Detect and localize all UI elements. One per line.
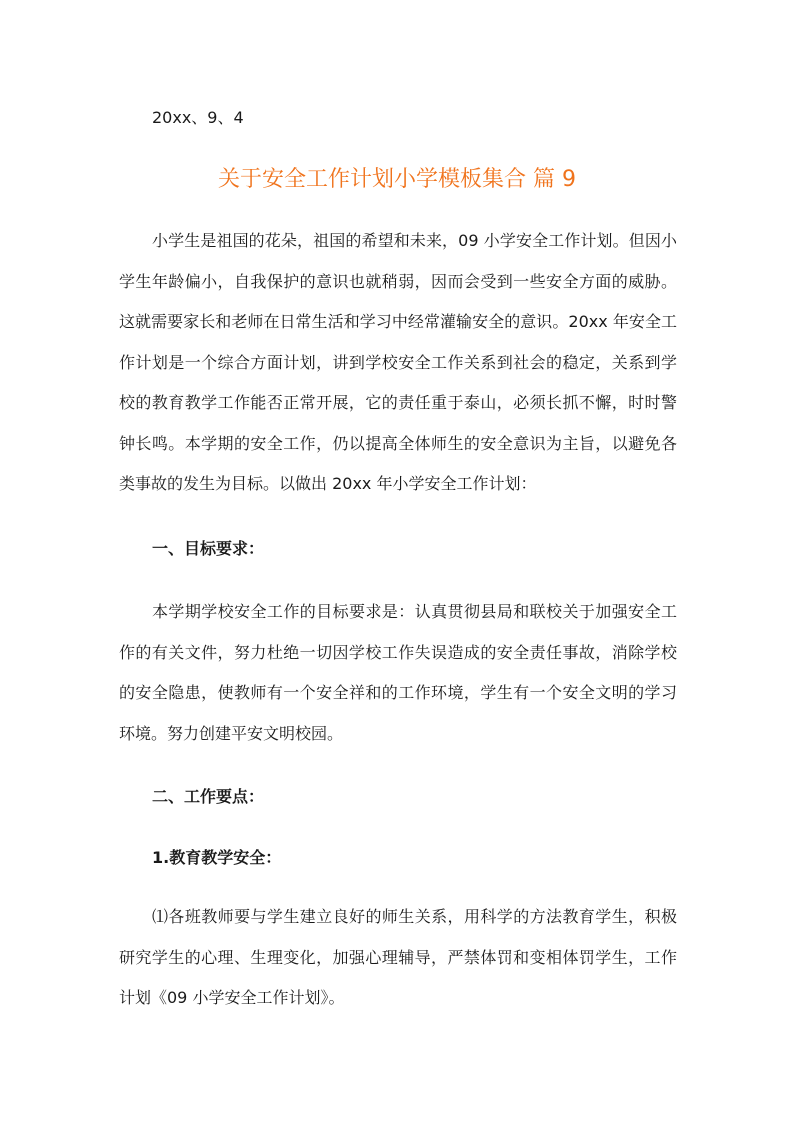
section-heading-goal: 一、目标要求： [152, 539, 265, 558]
document-date: 20xx、9、4 [152, 108, 244, 127]
subsection-heading-education-safety: 1.教育教学安全： [152, 848, 282, 867]
section-heading-key-points: 二、工作要点： [152, 787, 265, 806]
goal-paragraph: 本学期学校安全工作的目标要求是：认真贯彻县局和联校关于加强安全工作的有关文件，努力杜绝一切因学校工作失误造成的安全责任事故，消除学校的安全隐患，使教师有一个安全祥和的工作环境，学生有一个安全文明的学习环境。努力创建平安文明校园。 [119, 602, 677, 743]
education-safety-paragraph: ⑴各班教师要与学生建立良好的师生关系，用科学的方法教育学生，积极研究学生的心理、生理变化，加强心理辅导，严禁体罚和变相体罚学生，工作计划《09 小学安全工作计划》。 [119, 907, 677, 1007]
document-title: 关于安全工作计划小学模板集合 篇 9 [218, 167, 576, 192]
intro-paragraph: 小学生是祖国的花朵，祖国的希望和未来，09 小学安全工作计划。但因小学生年龄偏小，自我保护的意识也就稍弱，因而会受到一些安全方面的威胁。这就需要家长和老师在日常生活和学习中经常灌输安全的意识。20xx 年安全工作计划是一个综合方面计划，讲到学校安全工作关系到社会的稳定，关系到学校的教育教学工作能否正常开展，它的责任重于泰山，必须长抓不懈，时时警钟长鸣。本学期的安全工作，仍以提高全体师生的安全意识为主旨，以避免各类事故的发生为目标。以做出 20xx 年小学安全工作计划： [119, 231, 677, 493]
